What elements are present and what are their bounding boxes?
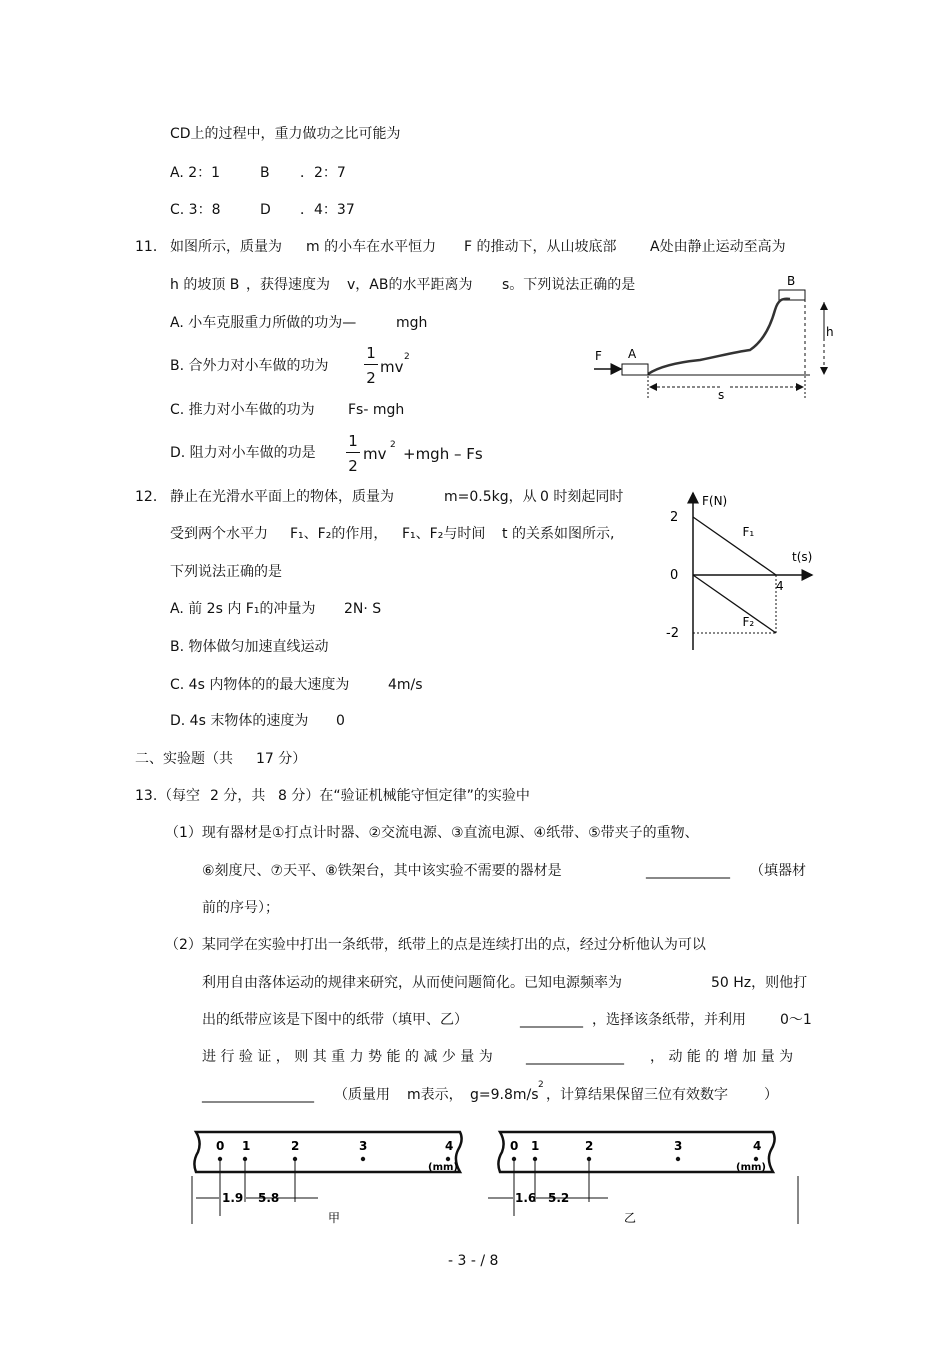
q11-label-f: F <box>595 349 602 363</box>
q13-p2-line4-blank[interactable]: ______________ <box>526 1049 624 1065</box>
q12-series-line-1 <box>693 517 776 575</box>
q11-b-denominator: 2 <box>366 369 376 387</box>
q10-option-c: C. 3：8 <box>170 202 221 218</box>
q13-p1-line3: 前的序号）； <box>202 900 279 916</box>
q12-line2-a: 受到两个水平力 <box>170 526 268 542</box>
q11-line1-b: m 的小车在水平恒力 <box>306 239 437 255</box>
tape-jia-outline <box>194 1132 461 1172</box>
q10-option-d-label: D <box>260 202 271 218</box>
tape-yi <box>488 1132 798 1225</box>
q12-y-tick-2: -2 <box>666 626 679 641</box>
q13-p1-tail: （填器材 <box>750 863 806 879</box>
q11-option-c-value: Fs- mgh <box>348 402 405 418</box>
q11-line2-b: ，获得速度为 <box>246 277 330 293</box>
tape-jia-caption: 甲 <box>328 1211 341 1225</box>
q11-slope-figure <box>590 270 840 410</box>
q13-p2-line5-d: ，计算结果保留三位有效数字 <box>546 1087 728 1103</box>
q12-line1-c: 0 时刻起同时 <box>540 489 624 505</box>
q11-option-b: B. 合外力对小车做的功为 <box>170 358 329 374</box>
page-number: - 3 - / 8 <box>448 1253 499 1269</box>
section2-title: 二、实验题（共 <box>135 751 233 767</box>
q12-series-label-1: F₁ <box>742 525 755 539</box>
q13-p2-line5-a: （质量用 <box>334 1087 390 1103</box>
tape-yi-caption: 乙 <box>624 1211 637 1225</box>
q12-option-d-value: 0 <box>336 713 345 729</box>
q11-d-superscript: 2 <box>390 440 396 450</box>
tape-jia-point-4: 4 <box>445 1139 454 1153</box>
q11-b-expression: mv <box>380 358 404 376</box>
q13-stem-c: 8 分）在“验证机械能守恒定律”的实验中 <box>278 788 530 804</box>
q11-option-a: A. 小车克服重力所做的功为— <box>170 315 357 331</box>
q11-d-numerator: 1 <box>348 432 358 450</box>
q11-line1-d: A处由静止运动至高为 <box>650 239 786 255</box>
tape-yi-unit: (mm) <box>736 1162 766 1173</box>
q11-d-denominator: 2 <box>348 457 358 475</box>
q11-cart-at-a <box>622 364 648 375</box>
q13-p1-blank[interactable]: ____________ <box>646 863 730 879</box>
tape-jia-point-1: 1 <box>242 1139 251 1153</box>
q11-d-fraction-bar <box>346 452 360 453</box>
q11-b-numerator: 1 <box>366 344 376 362</box>
q10-option-b-label: B <box>260 165 270 181</box>
q12-option-c: C. 4s 内物体的的最大速度为 <box>170 677 350 693</box>
q11-line2-c: v，AB的水平距离为 <box>347 277 473 293</box>
q13-p2-line3-c: 0～1 <box>780 1012 812 1028</box>
q12-line2-b: F₁、F₂的作用， <box>290 526 388 542</box>
q10-option-b-value: ．2：7 <box>300 165 346 181</box>
q13-p2-line4: 进 行 验 证 ， 则 其 重 力 势 能 的 减 少 量 为 <box>202 1049 493 1065</box>
q12-line1-a: 静止在光滑水平面上的物体，质量为 <box>170 489 394 505</box>
q11-b-superscript: 2 <box>404 352 410 362</box>
tape-yi-d2: 5.2 <box>548 1191 570 1205</box>
q12-y-tick-0: 2 <box>670 510 679 525</box>
q12-option-c-value: 4m/s <box>388 677 423 693</box>
q13-number: 13. <box>135 788 158 804</box>
q12-line3: 下列说法正确的是 <box>170 564 282 580</box>
q13-p2-line5-c: g=9.8m/s <box>470 1087 539 1103</box>
q13-p1-line2: ⑥刻度尺、⑦天平、⑧铁架台，其中该实验不需要的器材是 <box>202 863 562 879</box>
section2-score: 17 分） <box>256 751 307 767</box>
q13-p1-line1: （1）现有器材是①打点计时器、②交流电源、③直流电源、④纸带、⑤带夹子的重物、 <box>165 825 699 841</box>
tape-yi-point-3: 3 <box>674 1139 683 1153</box>
tape-yi-point-1: 1 <box>531 1139 540 1153</box>
q13-p2-line5-sup: 2 <box>538 1080 544 1090</box>
q13-p2-line1: （2）某同学在实验中打出一条纸带，纸带上的点是连续打出的点，经过分析他认为可以 <box>165 937 706 953</box>
q11-option-d: D. 阻力对小车做的功是 <box>170 445 316 461</box>
q13-p2-line3: 出的纸带应该是下图中的纸带（填甲、乙） <box>202 1012 468 1028</box>
q10-stem: CD上的过程中，重力做功之比可能为 <box>170 126 401 142</box>
q12-number: 12． <box>135 489 167 505</box>
q13-p2-line4-b: ， 动 能 的 增 加 量 为 <box>650 1049 794 1065</box>
q11-option-a-value: mgh <box>396 315 428 331</box>
q11-number: 11． <box>135 239 167 255</box>
q10-option-a: A. 2：1 <box>170 165 221 181</box>
q13-p2-line5-b: m表示， <box>407 1087 463 1103</box>
q11-b-fraction-bar <box>364 364 378 365</box>
tape-yi-point-4: 4 <box>753 1139 762 1153</box>
tape-yi-point-2: 2 <box>585 1139 594 1153</box>
tape-jia-d2: 5.8 <box>258 1191 280 1205</box>
q13-p2-line2-b: 50 Hz，则他打 <box>711 975 808 991</box>
q12-force-time-chart <box>650 485 820 655</box>
q12-series-line-2 <box>693 575 776 633</box>
tape-jia-unit: (mm) <box>428 1162 458 1173</box>
tape-yi-point-0: 0 <box>510 1139 519 1153</box>
q12-option-d: D. 4s 末物体的速度为 <box>170 713 309 729</box>
q13-tapes-figure <box>188 1120 803 1230</box>
q10-option-d-value: ．4：37 <box>300 202 355 218</box>
q13-p2-line5-e: ） <box>764 1087 778 1103</box>
q11-label-h: h <box>826 325 834 339</box>
tape-jia-d1: 1.9 <box>222 1191 244 1205</box>
q13-p2-line3-blank[interactable]: _________ <box>520 1012 583 1028</box>
q11-slope-curve <box>648 299 790 374</box>
q13-p2-line5-blank[interactable]: ________________ <box>202 1087 314 1103</box>
tape-jia <box>192 1132 462 1225</box>
q11-line2-d: s。下列说法正确的是 <box>502 277 636 293</box>
q13-p2-line2: 利用自由落体运动的规律来研究，从而使问题简化。已知电源频率为 <box>202 975 622 991</box>
q12-option-a-value: 2N· S <box>344 601 382 617</box>
tape-jia-point-2: 2 <box>291 1139 300 1153</box>
q11-label-a: A <box>628 347 637 361</box>
q12-line2-c: F₁、F₂与时间 <box>402 526 486 542</box>
q13-p2-line3-b: ，选择该条纸带，并利用 <box>592 1012 746 1028</box>
q11-d-rest: +mgh – Fs <box>403 445 483 463</box>
tape-yi-outline <box>498 1132 774 1172</box>
tape-jia-point-0: 0 <box>216 1139 225 1153</box>
q11-d-expression: mv <box>363 445 387 463</box>
q12-option-b: B. 物体做匀加速直线运动 <box>170 639 329 655</box>
q13-stem-a: （每空 <box>158 788 200 804</box>
q11-line1-c: F 的推动下，从山坡底部 <box>464 239 617 255</box>
q11-label-b: B <box>787 274 796 288</box>
q12-x-tick-0: 4 <box>776 579 784 593</box>
q11-line1-a: 如图所示，质量为 <box>170 239 282 255</box>
q11-label-s: s <box>718 388 725 402</box>
q13-stem-b: 2 分，共 <box>210 788 266 804</box>
tape-yi-d1: 1.6 <box>515 1191 537 1205</box>
q12-y-axis-label: F(N) <box>702 494 728 508</box>
q11-line2-a: h 的坡顶 B <box>170 277 240 293</box>
q12-line1-b: m=0.5kg，从 <box>444 489 537 505</box>
tape-jia-point-3: 3 <box>359 1139 368 1153</box>
q12-y-tick-1: 0 <box>670 568 679 583</box>
q12-option-a: A. 前 2s 内 F₁的冲量为 <box>170 601 316 617</box>
q12-line2-d: t 的关系如图所示, <box>502 526 615 542</box>
q12-series-label-2: F₂ <box>742 615 755 629</box>
q11-option-c: C. 推力对小车做的功为 <box>170 402 315 418</box>
q12-x-axis-label: t(s) <box>792 550 813 564</box>
